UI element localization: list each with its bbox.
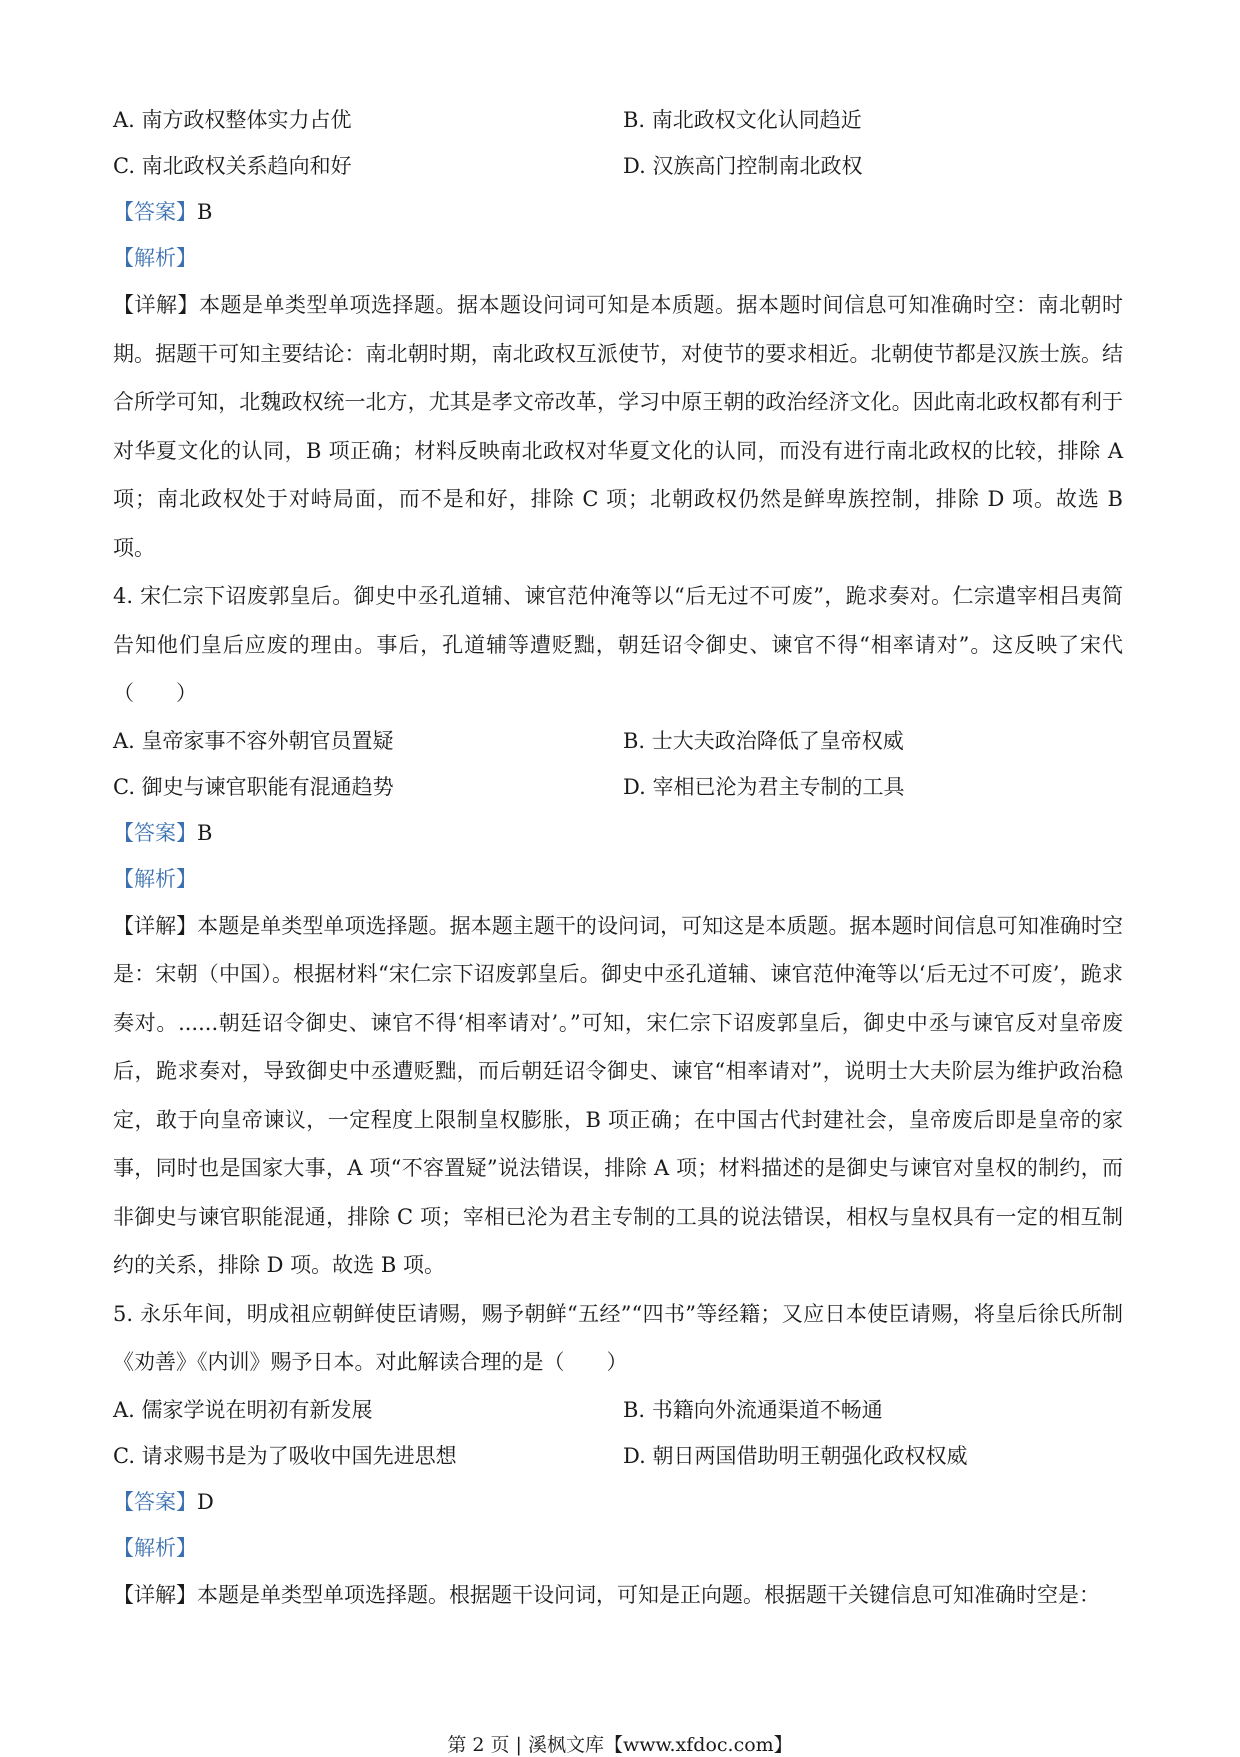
q5-stem: 5. 永乐年间，明成祖应朝鲜使臣请赐，赐予朝鲜“五经”“四书”等经籍；又应日本使臣请赐，将皇后徐氏所制《劝善》《内训》赐予日本。对此解读合理的是（ ） (113, 1301, 1123, 1374)
q3-options (113, 97, 1123, 189)
q5-answer (113, 1479, 1123, 1525)
page-content (113, 97, 1123, 1619)
answer-value: B (197, 200, 213, 224)
q4-option-d: D. 宰相已沦为君主专制的工具 (623, 774, 905, 799)
q3-option-c: C. 南北政权关系趋向和好 (113, 154, 352, 178)
q4-option-b: B. 士大夫政治降低了皇帝权威 (623, 728, 904, 753)
q3-answer (113, 189, 1123, 235)
answer-value: D (197, 1489, 214, 1514)
q4-option-a: A. 皇帝家事不容外朝官员置疑 (113, 728, 394, 753)
answer-tag: 【答案】 (113, 1489, 197, 1514)
q4-stem: 4. 宋仁宗下诏废郭皇后。御史中丞孔道辅、谏官范仲淹等以“后无过不可废”，跪求奏对。仁宗遣宰相吕夷简告知他们皇后应废的理由。事后，孔道辅等遭贬黜，朝廷诏令御史、谏官不得“相率请对”。这反映了宋代（ ） (113, 584, 1123, 705)
q5-analysis-tag: 【解析】 (113, 1535, 197, 1560)
q3-detail: 【详解】本题是单类型单项选择题。据本题设问词可知是本质题。据本题时间信息可知准确时空：南北朝时期。据题干可知主要结论：南北朝时期，南北政权互派使节，对使节的要求相近。北朝使节都是汉族士族。结合所学可知，北魏政权统一北方，尤其是孝文帝改革，学习中原王朝的政治经济文化。因此南北政权都有利于对华夏文化的认同，B 项正确；材料反映南北政权对华夏文化的认同，而没有进行南北政权的比较，排除 A 项；南北政权处于对峙局面，而不是和好，排除 C 项；北朝政权仍然是鲜卑族控制，排除 D 项。故选 B 项。 (113, 293, 1123, 560)
q5-options (113, 1387, 1123, 1479)
q4-detail: 【详解】本题是单类型单项选择题。据本题主题干的设问词，可知这是本质题。据本题时间信息可知准确时空是：宋朝（中国）。根据材料“宋仁宗下诏废郭皇后。御史中丞孔道辅、谏官范仲淹等以‘后无过不可废’，跪求奏对。......朝廷诏令御史、谏官不得‘相率请对’。”可知，宋仁宗下诏废郭皇后，御史中丞与谏官反对皇帝废后，跪求奏对，导致御史中丞遭贬黜，而后朝廷诏令御史、谏官“相率请对”，说明士大夫阶层为维护政治稳定，敢于向皇帝谏议，一定程度上限制皇权膨胀，B 项正确；在中国古代封建社会，皇帝废后即是皇帝的家事，同时也是国家大事，A 项“不容置疑”说法错误，排除 A 项；材料描述的是御史与谏官对皇权的制约，而非御史与谏官职能混通，排除 C 项；宰相已沦为君主专制的工具的说法错误，相权与皇权具有一定的相互制约的关系，排除 D 项。故选 B 项。 (113, 913, 1123, 1277)
q5-option-d: D. 朝日两国借助明王朝强化政权权威 (623, 1443, 968, 1468)
q3-option-a: A. 南方政权整体实力占优 (113, 108, 352, 132)
q5-option-c: C. 请求赐书是为了吸收中国先进思想 (113, 1443, 457, 1468)
q5-detail: 【详解】本题是单类型单项选择题。根据题干设问词，可知是正向题。根据题干关键信息可知准确时空是： (113, 1582, 1100, 1607)
q4-answer (113, 810, 1123, 856)
q4-option-c: C. 御史与谏官职能有混通趋势 (113, 774, 394, 799)
q4-options (113, 718, 1123, 810)
q4-analysis-tag: 【解析】 (113, 866, 197, 891)
page-footer: 第 2 页 | 溪枫文库【www.xfdoc.com】 (447, 1734, 793, 1756)
answer-tag: 【答案】 (113, 200, 197, 224)
q3-option-b: B. 南北政权文化认同趋近 (623, 108, 862, 132)
q5-option-b: B. 书籍向外流通渠道不畅通 (623, 1397, 883, 1422)
answer-value: B (197, 820, 213, 845)
q3-analysis-tag: 【解析】 (113, 246, 197, 270)
q5-option-a: A. 儒家学说在明初有新发展 (113, 1397, 373, 1422)
q3-option-d: D. 汉族高门控制南北政权 (623, 154, 863, 178)
answer-tag: 【答案】 (113, 820, 197, 845)
